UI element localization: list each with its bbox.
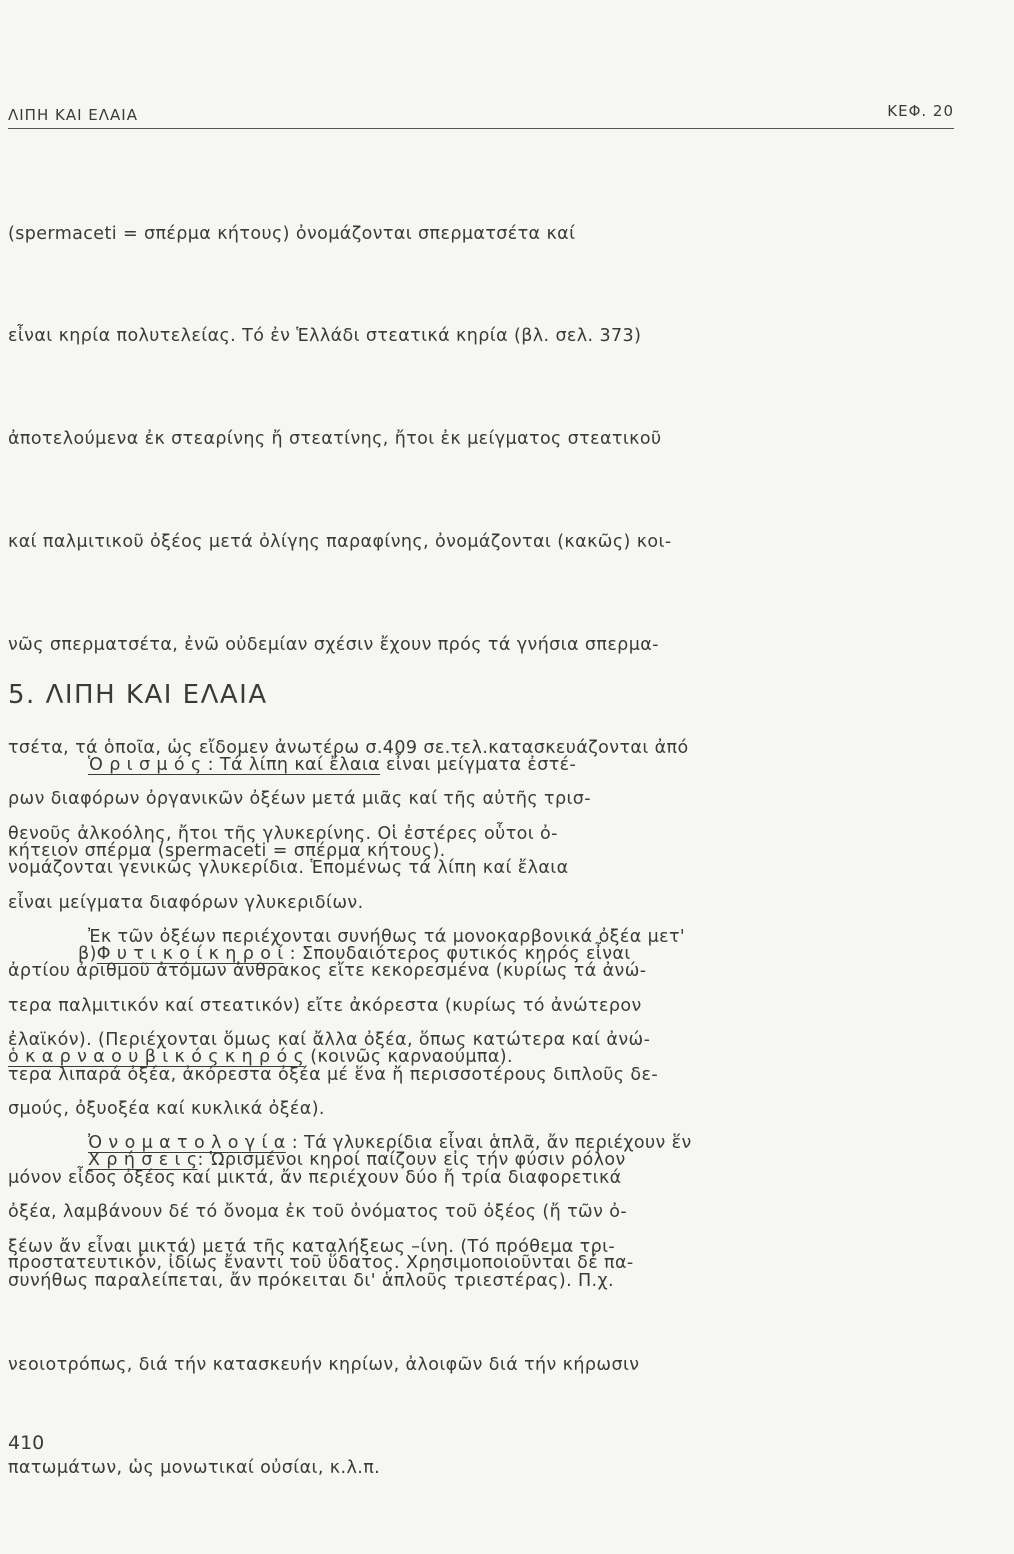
- nomenclature-term: Ὀ ν ο μ α τ ο λ ο γ ί α: [88, 1133, 286, 1154]
- text-line: συνήθως παραλείπεται, ἄν πρόκειται δι' ἁπλοῦς τριεστέρας). Π.χ.: [8, 1271, 614, 1292]
- nomenclature-line: [8, 1126, 963, 1160]
- item-b-rest: : Σπουδαιότερος φυτικός κηρός εἶναι: [289, 943, 631, 964]
- text-line: κήτειον σπέρμα (spermaceti = σπέρμα κήτους).: [8, 840, 446, 861]
- text-line: προστατευτικόν, ἰδίως ἔναντι τοῦ ὕδατος. Χρησιμοποιοῦνται δέ πα-: [8, 1252, 634, 1273]
- text-line: τερα λιπαρά ὀξέα, ἀκόρεστα ὀξέα μέ ἕνα ἤ περισσοτέρους διπλοῦς δε-: [8, 1064, 659, 1085]
- item-b-line2-rest: (κοινῶς καρναούμπα).: [310, 1046, 513, 1067]
- text-line: ἀρτίου ἀριθμοῦ ἀτόμων ἀνθρακος εἴτε κεκορεσμένα (κυρίως τά ἀνώ-: [8, 961, 647, 982]
- text-line: θενοῦς ἀλκοόλης, ἤτοι τῆς γλυκερίνης. Οἱ ἐστέρες οὗτοι ὀ-: [8, 823, 558, 844]
- definition-term: Ὁ ρ ι σ μ ό ς : Τά λίπη καί ἔλαια: [88, 755, 381, 775]
- text-line: Ἐκ τῶν ὀξέων περιέχονται συνήθως τά μονοκαρβονικά ὀξέα μετ': [88, 927, 686, 948]
- page-number: 410: [8, 1432, 45, 1454]
- text-line: (spermaceti = σπέρμα κήτους) ὀνομάζονται σπερματσέτα καί: [8, 223, 576, 244]
- text-line: νῶς σπερματσέτα, ἐνῶ οὐδεμίαν σχέσιν ἔχουν πρός τά γνήσια σπερμα-: [8, 635, 659, 656]
- text-line: νομάζονται γενικῶς γλυκερίδια. Ἑπομένως τά λίπη καί ἔλαια: [8, 858, 569, 879]
- text-line: σμούς, ὀξυοξέα καί κυκλικά ὀξέα).: [8, 1099, 325, 1120]
- header-title: ΛΙΠΗ ΚΑΙ ΕΛΑΙΑ: [8, 106, 138, 124]
- nomenclature-rest: : Τά γλυκερίδια εἶναι ἁπλᾶ, ἄν περιέχουν ἕν: [291, 1133, 692, 1154]
- definition-rest: εἶναι μείγματα ἐστέ-: [386, 755, 577, 775]
- text-line: μόνον εἶδος ὀξέος καί μικτά, ἄν περιέχουν δύο ἤ τρία διαφορετικά: [8, 1167, 622, 1188]
- text-line: τσέτα, τά ὁποῖα, ὡς εἴδομεν ἀνωτέρω σ.409 σε.τελ.κατασκευάζονται ἀπό: [8, 738, 689, 759]
- text-line: νεοιοτρόπως, διά τήν κατασκευήν κηρίων, ἀλοιφῶν διά τήν κήρωσιν: [8, 1355, 640, 1376]
- definition-line: [8, 748, 963, 782]
- text-line: ρων διαφόρων ὀργανικῶν ὀξέων μετά μιᾶς καί τῆς αὐτῆς τρισ-: [8, 789, 591, 810]
- text-line: ξέων ἄν εἶναι μικτά) μετά τῆς καταλήξεως –ίνη. (Τό πρόθεμα τρι-: [8, 1236, 616, 1257]
- text-line: εἶναι κηρία πολυτελείας. Τό ἐν Ἑλλάδι στεατικά κηρία (βλ. σελ. 373): [8, 326, 642, 347]
- chapter-label: ΚΕΦ. 20: [887, 102, 954, 120]
- text-line: ἐλαϊκόν). (Περιέχονται ὅμως καί ἄλλα ὀξέα, ὅπως κατώτερα καί ἀνώ-: [8, 1030, 651, 1051]
- text-line: ἀποτελούμενα ἐκ στεαρίνης ἤ στεατίνης, ἤτοι ἐκ μείγματος στεατικοῦ: [8, 429, 662, 450]
- text-line: τερα παλμιτικόν καί στεατικόν) εἴτε ἀκόρεστα (κυρίως τό ἀνώτερον: [8, 995, 642, 1016]
- text-line: ὀξέα, λαμβάνουν δέ τό ὄνομα ἐκ τοῦ ὀνόματος τοῦ ὀξέος (ἤ τῶν ὀ-: [8, 1202, 628, 1223]
- section-title: 5. ΛΙΠΗ ΚΑΙ ΕΛΑΙΑ: [8, 680, 268, 710]
- uses-rest: : Ὡρισμένοι κηροί παίζουν εἰς τήν φύσιν ρόλον: [197, 1149, 626, 1170]
- item-b-term: Φ υ τ ι κ ο ί κ η ρ ο ί: [96, 943, 284, 964]
- text-line: πατωμάτων, ὡς μονωτικαί οὐσίαι, κ.λ.π.: [8, 1458, 381, 1479]
- bottom-text-block: [8, 748, 963, 1299]
- item-b-line2-term: ὁ κ α ρ ν α ο υ β ι κ ό ς κ η ρ ό ς: [8, 1046, 305, 1067]
- text-line: καί παλμιτικοῦ ὀξέος μετά ὀλίγης παραφίνης, ὀνομάζονται (κακῶς) κοι-: [8, 532, 672, 553]
- running-header: [8, 100, 954, 129]
- item-b-label: β): [78, 943, 97, 964]
- text-line: εἶναι μείγματα διαφόρων γλυκεριδίων.: [8, 892, 364, 913]
- uses-term: Χ ρ ή σ ε ι ς: [88, 1149, 198, 1170]
